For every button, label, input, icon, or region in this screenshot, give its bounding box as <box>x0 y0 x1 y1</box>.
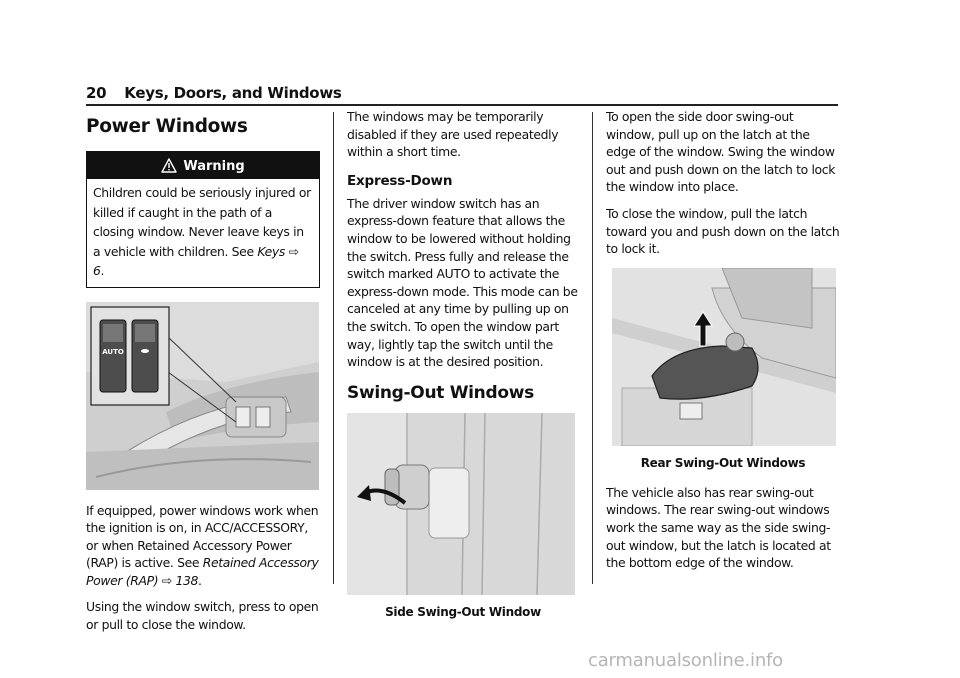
heading-express-down: Express-Down <box>347 172 453 189</box>
section-heading-power-windows: Power Windows <box>86 116 248 137</box>
page-number: 20 <box>86 84 107 102</box>
warning-end: . <box>100 263 105 278</box>
rear-swing-out-window-illustration <box>612 268 836 446</box>
section-title: Keys, Doors, and Windows <box>124 84 342 102</box>
rap-ref-page[interactable]: 138 <box>175 572 199 588</box>
auto-switch-label: AUTO <box>102 347 124 356</box>
para1-end: . <box>198 572 202 588</box>
switch-indicator-icon <box>141 349 149 353</box>
paragraph-rear-windows: The vehicle also has rear swing-out windows. The rear swing-out windows work the same way as the side swing-out window, but the latch is located at the bottom edge of the window. <box>606 484 831 571</box>
link-rap[interactable]: Retained Accessory Power (RAP) <box>86 555 319 588</box>
paragraph-express-down: The driver window switch has an express-down feature that allows the window to be lowered without holding the switch. Press fully and release the switch marked AUTO to activate the express-down mode. This mode can be canceled at any time by pulling up on the switch. To open the window part way, lightly tap the switch until the window is at the desired position. <box>347 195 578 370</box>
caption-rear-swing-out: Rear Swing-Out Windows <box>640 455 806 470</box>
header-rule <box>86 104 838 106</box>
column-1 <box>86 108 320 643</box>
warning-label: Warning <box>183 159 245 174</box>
column-divider-2 <box>592 112 593 584</box>
side-swing-out-window-illustration <box>347 413 575 595</box>
warning-box <box>86 151 320 288</box>
para1-text: If equipped, power windows work when the ignition is on, in ACC/ACCESSORY, or when Retained Accessory Power (RAP) is active. See <box>86 502 319 571</box>
warning-header <box>87 152 319 179</box>
paragraph-power-windows-1 <box>86 502 320 590</box>
paragraph-power-windows-2: Using the window switch, press to open or pull to close the window. <box>86 599 319 633</box>
warning-link-keys[interactable]: Keys <box>257 243 286 259</box>
column-3 <box>606 108 840 581</box>
power-window-switch-illustration <box>86 302 319 490</box>
warning-text <box>93 183 313 281</box>
paragraph-open-side-window: To open the side door swing-out window, pull up on the latch at the edge of the window. Swing the window out and push down on the latch to lock the window into place. <box>606 109 836 195</box>
column-2 <box>347 108 579 633</box>
watermark: carmanualsonline.info <box>588 650 783 671</box>
warning-body <box>87 179 319 287</box>
warning-icon <box>161 155 177 185</box>
warning-text-main: Children could be seriously injured or killed if caught in the path of a closing window. Never leave keys in a vehicle with children. See <box>93 185 311 259</box>
paragraph-disabled: The windows may be temporarily disabled if they are used repeatedly within a short time. <box>347 109 559 160</box>
page-reference-icon: ⇨ <box>158 572 176 588</box>
warning-ref-page[interactable]: 6 <box>93 263 101 278</box>
caption-side-swing-out: Side Swing-Out Window <box>385 604 541 619</box>
page-reference-icon: ⇨ <box>285 243 299 259</box>
paragraph-close-side-window: To close the window, pull the latch toward you and push down on the latch to lock it. <box>606 205 840 257</box>
column-divider-1 <box>333 112 334 584</box>
heading-swing-out-windows: Swing-Out Windows <box>347 382 534 403</box>
page-header <box>86 84 342 102</box>
